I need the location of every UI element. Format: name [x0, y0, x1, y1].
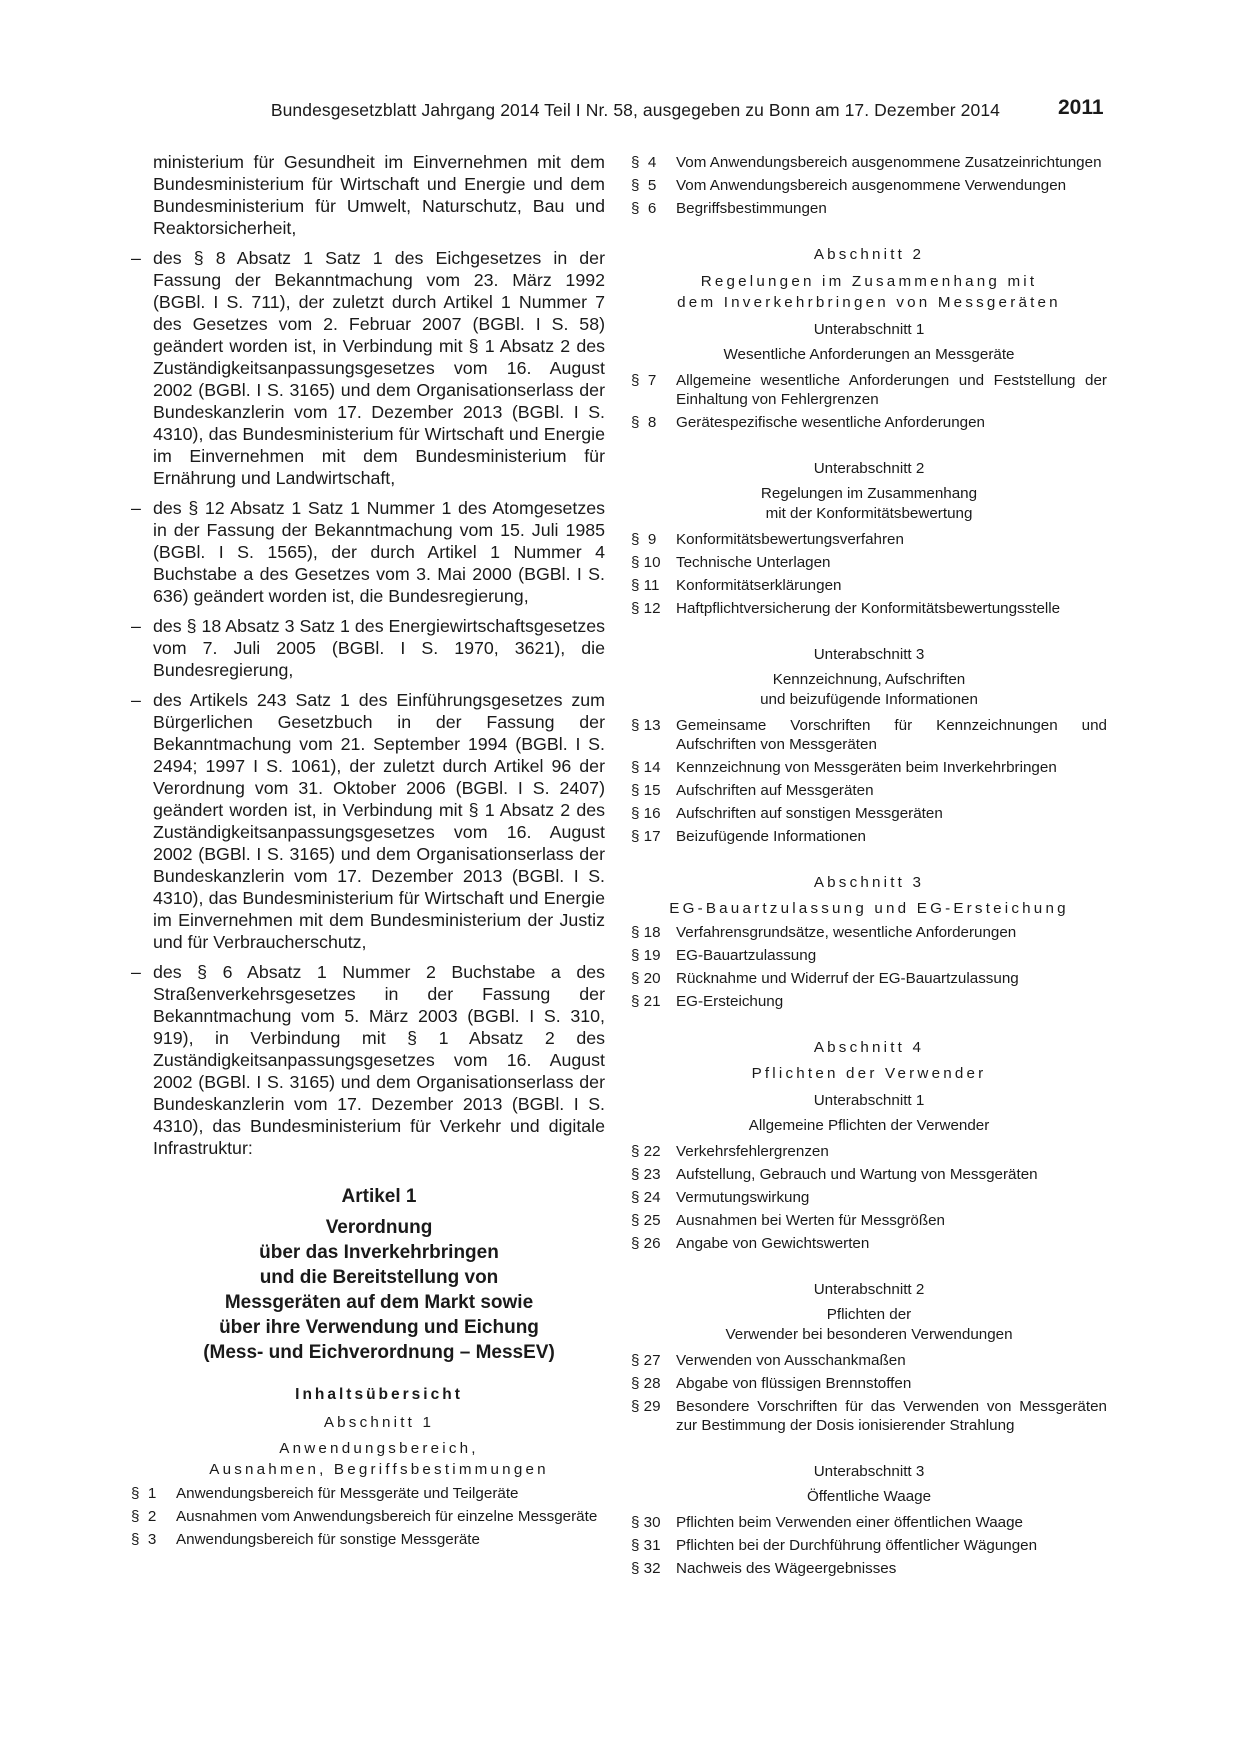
paragraph-number: § 21	[631, 993, 661, 1010]
toc-entry-text: Beizufügende Informationen	[676, 828, 866, 845]
running-title: Bundesgesetzblatt Jahrgang 2014 Teil I Nr. 58, ausgegeben zu Bonn am 17. Dezember 2014	[270, 100, 1000, 120]
continued-paragraph: ministerium für Gesundheit im Einvernehmen mit dem Bundesministerium für Wirtschaft und Energie und dem Bundesministerium für Umwelt, Naturschutz, Bau und Reaktorsicherheit,	[153, 152, 605, 238]
paragraph-number: § 19	[631, 947, 661, 964]
subsection-label: Unterabschnitt 3	[813, 646, 925, 663]
toc-entry-text: Besondere Vorschriften für das Verwenden von Messgeräten zur Bestimmung der Dosis ionisierender Strahlung	[676, 1398, 1107, 1434]
list-item-text: des Artikels 243 Satz 1 des Einführungsgesetzes zum Bürgerlichen Gesetzbuch in der Fassung der Bekanntmachung vom 21. September 1994 (BGBl. I S. 2494; 1997 I S. 1061), der zuletzt durch Artikel 96 der Verordnung vom 31. Oktober 2006 (BGBl. I S. 2407) geändert worden ist, in Verbindung mit § 1 Absatz 2 des Zuständigkeitsanpassungsgesetzes vom 16. August 2002 (BGBl. I S. 3165) und dem Organisationserlass der Bundeskanzlerin vom 17. Dezember 2013 (BGBl. I S. 4310), das Bundesministerium für Wirtschaft und Energie im Einvernehmen mit dem Bundesministerium der Justiz und für Verbraucherschutz,	[153, 690, 605, 952]
paragraph-number: § 23	[631, 1166, 661, 1183]
toc-entry-text: Vom Anwendungsbereich ausgenommene Zusatzeinrichtungen	[676, 154, 1102, 171]
dash-marker: –	[131, 616, 141, 636]
toc-entry[interactable]	[631, 199, 1107, 218]
paragraph-number: § 5	[631, 177, 657, 194]
toc-entry[interactable]	[631, 827, 1107, 846]
list-item-text: des § 8 Absatz 1 Satz 1 des Eichgesetzes in der Fassung der Bekanntmachung vom 23. März 1992 (BGBl. I S. 711), der zuletzt durch Artikel 1 Nummer 7 des Gesetzes vom 2. Februar 2007 (BGBl. I S. 58) geändert worden ist, in Verbindung mit § 1 Absatz 2 des Zuständigkeitsanpassungsgesetzes vom 16. August 2002 (BGBl. I S. 3165) und dem Organisationserlass der Bundeskanzlerin vom 17. Dezember 2013 (BGBl. I S. 4310), das Bundesministerium für Wirtschaft und Energie im Einvernehmen mit dem Bundesministerium für Ernährung und Landwirtschaft,	[153, 248, 605, 488]
paragraph-number: § 18	[631, 924, 661, 941]
subsection-label: Unterabschnitt 2	[813, 460, 925, 477]
toc-entry-text: Verwenden von Ausschankmaßen	[676, 1352, 906, 1369]
toc-entry[interactable]	[631, 758, 1107, 777]
toc-entry[interactable]	[631, 923, 1107, 942]
toc-entry[interactable]	[631, 413, 1107, 432]
toc-entry-text: Allgemeine wesentliche Anforderungen und Feststellung der Einhaltung von Fehlergrenzen	[676, 372, 1107, 408]
toc-entry[interactable]	[631, 553, 1107, 572]
toc-entry-text: Konformitätserklärungen	[676, 577, 842, 594]
subsection-label: Unterabschnitt 1	[813, 1092, 925, 1109]
toc-entry-text: Vom Anwendungsbereich ausgenommene Verwendungen	[676, 177, 1067, 194]
toc-entry-text: Technische Unterlagen	[676, 554, 831, 571]
paragraph-number: § 22	[631, 1143, 661, 1160]
list-item	[131, 497, 605, 607]
section-title: Anwendungsbereich, Ausnahmen, Begriffsbestimmungen	[209, 1440, 549, 1478]
toc-entry[interactable]	[631, 1559, 1107, 1578]
subsection-title: Wesentliche Anforderungen an Messgeräte	[723, 346, 1015, 363]
toc-entry-text: Begriffsbestimmungen	[676, 200, 827, 217]
toc-entry-text: Aufstellung, Gebrauch und Wartung von Messgeräten	[676, 1166, 1038, 1183]
paragraph-number: § 20	[631, 970, 661, 987]
toc-entry[interactable]	[631, 371, 1107, 409]
left-column	[131, 151, 605, 1553]
toc-entry-text: Verfahrensgrundsätze, wesentliche Anforderungen	[676, 924, 1017, 941]
toc-entry-text: Haftpflichtversicherung der Konformitätsbewertungsstelle	[676, 600, 1061, 617]
toc-entry[interactable]	[631, 716, 1107, 754]
toc-entry[interactable]	[131, 1507, 605, 1526]
dash-marker: –	[131, 690, 141, 710]
toc-entry-text: Vermutungswirkung	[676, 1189, 810, 1206]
toc-entry[interactable]	[631, 1188, 1107, 1207]
toc-entry-text: Pflichten bei der Durchführung öffentlicher Wägungen	[676, 1537, 1038, 1554]
toc-entry[interactable]	[631, 530, 1107, 549]
toc-entry[interactable]	[631, 804, 1107, 823]
page-header	[0, 96, 1241, 124]
paragraph-number: § 7	[631, 372, 657, 389]
list-item-text: des § 6 Absatz 1 Nummer 2 Buchstabe a des Straßenverkehrsgesetzes in der Fassung der Bekanntmachung vom 5. März 2003 (BGBl. I S. 310, 919), in Verbindung mit § 1 Absatz 2 des Zuständigkeitsanpassungsgesetzes vom 16. August 2002 (BGBl. I S. 3165) und dem Organisationserlass der Bundeskanzlerin vom 17. Dezember 2013 (BGBl. I S. 4310), das Bundesministerium für Verkehr und digitale Infrastruktur:	[153, 962, 605, 1158]
toc-entry[interactable]	[131, 1530, 605, 1549]
subsection-title: Öffentliche Waage	[806, 1488, 932, 1505]
section-label: Abschnitt 2	[813, 246, 925, 263]
toc-entry[interactable]	[631, 992, 1107, 1011]
toc-entry[interactable]	[631, 1351, 1107, 1370]
section-title: Regelungen im Zusammenhang mit dem Inverkehrbringen von Messgeräten	[677, 273, 1061, 311]
toc-entry-text: Angabe von Gewichtswerten	[676, 1235, 870, 1252]
section-label: Abschnitt 1	[323, 1414, 435, 1431]
toc-entry-text: Ausnahmen vom Anwendungsbereich für einzelne Messgeräte	[176, 1508, 598, 1525]
toc-entry-text: Verkehrsfehlergrenzen	[676, 1143, 829, 1160]
paragraph-number: § 26	[631, 1235, 661, 1252]
toc-entry[interactable]	[631, 153, 1107, 172]
paragraph-number: § 27	[631, 1352, 661, 1369]
subsection-title: Allgemeine Pflichten der Verwender	[748, 1117, 990, 1134]
paragraph-number: § 8	[631, 414, 657, 431]
list-item	[131, 961, 605, 1159]
section-label: Abschnitt 4	[813, 1039, 925, 1056]
paragraph-number: § 28	[631, 1375, 661, 1392]
subsection-label: Unterabschnitt 2	[813, 1281, 925, 1298]
paragraph-number: § 17	[631, 828, 661, 845]
article-heading: Verordnung über das Inverkehrbringen und die Bereitstellung von Messgeräten auf dem Markt sowie über ihre Verwendung und Eichung (Mess- und Eichverordnung – MessEV)	[203, 1217, 555, 1363]
subsection-label: Unterabschnitt 3	[813, 1463, 925, 1480]
toc-entry-text: Pflichten beim Verwenden einer öffentlichen Waage	[676, 1514, 1023, 1531]
toc-entry-text: Abgabe von flüssigen Brennstoffen	[676, 1375, 912, 1392]
paragraph-number: § 3	[131, 1531, 157, 1548]
paragraph-number: § 14	[631, 759, 661, 776]
toc-entry[interactable]	[631, 599, 1107, 618]
toc-entry-text: Ausnahmen bei Werten für Messgrößen	[676, 1212, 946, 1229]
paragraph-number: § 6	[631, 200, 657, 217]
toc-entry[interactable]	[631, 969, 1107, 988]
toc-entry[interactable]	[631, 576, 1107, 595]
toc-entry-text: EG-Bauartzulassung	[676, 947, 817, 964]
toc-entry-text: Konformitätsbewertungsverfahren	[676, 531, 904, 548]
toc-entry[interactable]	[631, 1397, 1107, 1435]
section-title: EG-Bauartzulassung und EG-Ersteichung	[669, 900, 1069, 917]
paragraph-number: § 30	[631, 1514, 661, 1531]
paragraph-number: § 32	[631, 1560, 661, 1577]
dash-marker: –	[131, 498, 141, 518]
subsection-title: Pflichten der Verwender bei besonderen Verwendungen	[725, 1306, 1013, 1343]
page-number: 2011	[1058, 96, 1104, 119]
paragraph-number: § 1	[131, 1485, 157, 1502]
toc-entry-text: Aufschriften auf Messgeräten	[676, 782, 874, 799]
right-column	[631, 153, 1107, 1582]
paragraph-number: § 12	[631, 600, 661, 617]
toc-entry-text: Anwendungsbereich für sonstige Messgeräte	[176, 1531, 480, 1548]
list-item-text: des § 12 Absatz 1 Satz 1 Nummer 1 des Atomgesetzes in der Fassung der Bekanntmachung vom 15. Juli 1985 (BGBl. I S. 1565), der durch Artikel 1 Nummer 4 Buchstabe a des Gesetzes vom 3. Mai 2000 (BGBl. I S. 636) geändert worden ist, die Bundesregierung,	[153, 498, 605, 606]
paragraph-number: § 25	[631, 1212, 661, 1229]
paragraph-number: § 29	[631, 1398, 661, 1415]
list-item	[131, 247, 605, 489]
toc-entry[interactable]	[631, 1536, 1107, 1555]
toc-entry[interactable]	[131, 1484, 605, 1503]
toc-entry[interactable]	[631, 176, 1107, 195]
paragraph-number: § 15	[631, 782, 661, 799]
toc-entry[interactable]	[631, 1211, 1107, 1230]
subsection-title: Kennzeichnung, Aufschriften und beizufügende Informationen	[760, 671, 978, 708]
toc-entry[interactable]	[631, 781, 1107, 800]
toc-entry-text: EG-Ersteichung	[676, 993, 784, 1010]
paragraph-number: § 9	[631, 531, 657, 548]
dash-marker: –	[131, 962, 141, 982]
subsection-title: Regelungen im Zusammenhang mit der Konformitätsbewertung	[760, 485, 978, 522]
toc-entry[interactable]	[631, 1142, 1107, 1161]
subsection-label: Unterabschnitt 1	[813, 321, 925, 338]
paragraph-number: § 31	[631, 1537, 661, 1554]
section-label: Abschnitt 3	[813, 874, 925, 891]
toc-entry-text: Gemeinsame Vorschriften für Kennzeichnungen und Aufschriften von Messgeräten	[676, 717, 1107, 753]
toc-entry-text: Aufschriften auf sonstigen Messgeräten	[676, 805, 943, 822]
paragraph-number: § 16	[631, 805, 661, 822]
toc-entry-text: Nachweis des Wägeergebnisses	[676, 1560, 897, 1577]
paragraph-number: § 13	[631, 717, 661, 734]
article-number: Artikel 1	[341, 1186, 417, 1207]
list-item-text: des § 18 Absatz 3 Satz 1 des Energiewirtschaftsgesetzes vom 7. Juli 2005 (BGBl. I S. 1970, 3621), die Bundesregierung,	[153, 616, 605, 680]
section-title: Pflichten der Verwender	[751, 1065, 987, 1082]
contents-title: Inhaltsübersicht	[295, 1386, 463, 1403]
toc-entry[interactable]	[631, 1374, 1107, 1393]
toc-entry[interactable]	[631, 1234, 1107, 1253]
dash-marker: –	[131, 248, 141, 268]
toc-entry[interactable]	[631, 1165, 1107, 1184]
paragraph-number: § 2	[131, 1508, 157, 1525]
toc-entry[interactable]	[631, 1513, 1107, 1532]
toc-entry-text: Kennzeichnung von Messgeräten beim Inverkehrbringen	[676, 759, 1057, 776]
paragraph-number: § 11	[631, 577, 660, 594]
toc-entry[interactable]	[631, 946, 1107, 965]
paragraph-number: § 24	[631, 1189, 661, 1206]
paragraph-number: § 4	[631, 154, 657, 171]
list-item	[131, 689, 605, 953]
toc-entry-text: Gerätespezifische wesentliche Anforderungen	[676, 414, 985, 431]
list-item	[131, 615, 605, 681]
toc-entry-text: Rücknahme und Widerruf der EG-Bauartzulassung	[676, 970, 1019, 987]
toc-entry-text: Anwendungsbereich für Messgeräte und Teilgeräte	[176, 1485, 519, 1502]
paragraph-number: § 10	[631, 554, 661, 571]
